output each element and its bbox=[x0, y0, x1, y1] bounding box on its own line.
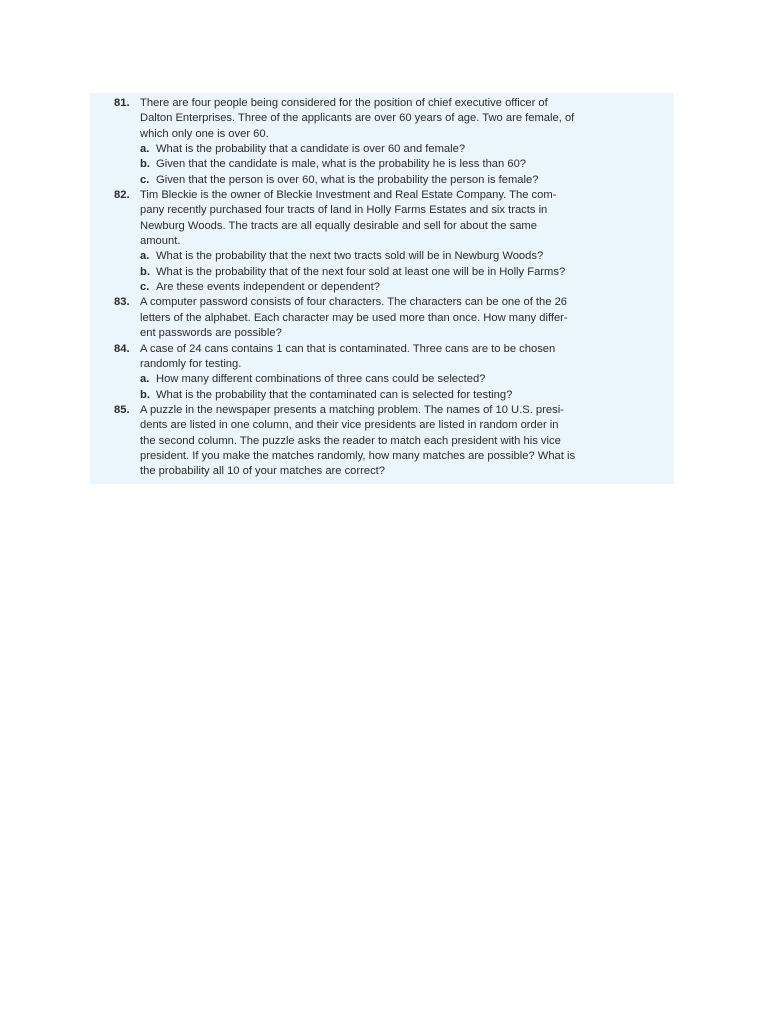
sub-question-letter: b. bbox=[140, 158, 150, 171]
problem-83 bbox=[114, 295, 664, 341]
sub-question bbox=[140, 372, 664, 387]
sub-question-text: What is the probability that a candidate is over 60 and female? bbox=[156, 143, 466, 156]
text-line: A puzzle in the newspaper presents a matching problem. The names of 10 U.S. presi- bbox=[140, 403, 564, 416]
problem-82 bbox=[114, 188, 664, 295]
problem-84 bbox=[114, 342, 664, 403]
problem-81 bbox=[114, 96, 664, 188]
sub-question bbox=[140, 157, 664, 172]
sub-question-text: How many different combinations of three cans could be selected? bbox=[156, 373, 486, 386]
text-line: There are four people being considered for the position of chief executive officer of bbox=[140, 97, 548, 109]
sub-question bbox=[140, 280, 664, 295]
text-line: pany recently purchased four tracts of land in Holly Farms Estates and six tracts in bbox=[140, 204, 548, 217]
sub-question bbox=[140, 388, 664, 403]
sub-question-letter: b. bbox=[140, 388, 150, 401]
text-line: which only one is over 60. bbox=[140, 127, 269, 140]
text-line: president. If you make the matches randomly, how many matches are possible? What is bbox=[140, 449, 576, 462]
sub-question-letter: a. bbox=[140, 250, 150, 263]
problem-number: 85. bbox=[114, 403, 130, 416]
sub-question bbox=[140, 265, 664, 280]
problem-85 bbox=[114, 403, 664, 480]
problem-number: 84. bbox=[114, 342, 130, 355]
problem-number: 82. bbox=[114, 189, 130, 202]
text-line: A case of 24 cans contains 1 can that is contaminated. Three cans are to be chosen bbox=[140, 342, 556, 355]
sub-question-text: Given that the person is over 60, what is the probability the person is female? bbox=[156, 173, 539, 186]
problem-text bbox=[140, 188, 664, 249]
problem-number: 81. bbox=[114, 97, 130, 109]
sub-question bbox=[140, 142, 664, 157]
sub-question-letter: c. bbox=[140, 281, 150, 294]
problem-text bbox=[140, 342, 664, 373]
sub-question-text: What is the probability that of the next four sold at least one will be in Holly Farms? bbox=[156, 265, 566, 278]
sub-question-letter: c. bbox=[140, 173, 150, 186]
text-line: Newburg Woods. The tracts are all equally desirable and sell for about the same bbox=[140, 219, 537, 232]
text-line: randomly for testing. bbox=[140, 357, 242, 370]
sub-question-text: What is the probability that the next two tracts sold will be in Newburg Woods? bbox=[156, 250, 544, 263]
text-line: Tim Bleckie is the owner of Bleckie Investment and Real Estate Company. The com- bbox=[140, 189, 557, 202]
sub-question-text: Given that the candidate is male, what is the probability he is less than 60? bbox=[156, 158, 527, 171]
text-line: the probability all 10 of your matches are correct? bbox=[140, 465, 386, 478]
problem-text bbox=[140, 96, 664, 142]
problem-text bbox=[140, 403, 664, 480]
problem-text bbox=[140, 295, 664, 341]
sub-question bbox=[140, 249, 664, 264]
text-line: ent passwords are possible? bbox=[140, 327, 282, 340]
text-line: A computer password consists of four characters. The characters can be one of the 26 bbox=[140, 296, 568, 309]
sub-question-text: Are these events independent or dependent? bbox=[156, 281, 380, 294]
text-line: the second column. The puzzle asks the reader to match each president with his vice bbox=[140, 434, 561, 447]
text-line: letters of the alphabet. Each character may be used more than once. How many differ- bbox=[140, 311, 568, 324]
text-line: Dalton Enterprises. Three of the applicants are over 60 years of age. Two are female, of bbox=[140, 112, 575, 125]
text-line: amount. bbox=[140, 235, 181, 248]
sub-question-text: What is the probability that the contaminated can is selected for testing? bbox=[156, 388, 513, 401]
sub-question bbox=[140, 173, 664, 188]
text-line: dents are listed in one column, and their vice presidents are listed in random order in bbox=[140, 419, 559, 432]
sub-question-letter: a. bbox=[140, 143, 150, 156]
problem-number: 83. bbox=[114, 296, 130, 309]
sub-question-letter: b. bbox=[140, 265, 150, 278]
exercise-excerpt bbox=[90, 93, 674, 484]
sub-question-letter: a. bbox=[140, 373, 150, 386]
